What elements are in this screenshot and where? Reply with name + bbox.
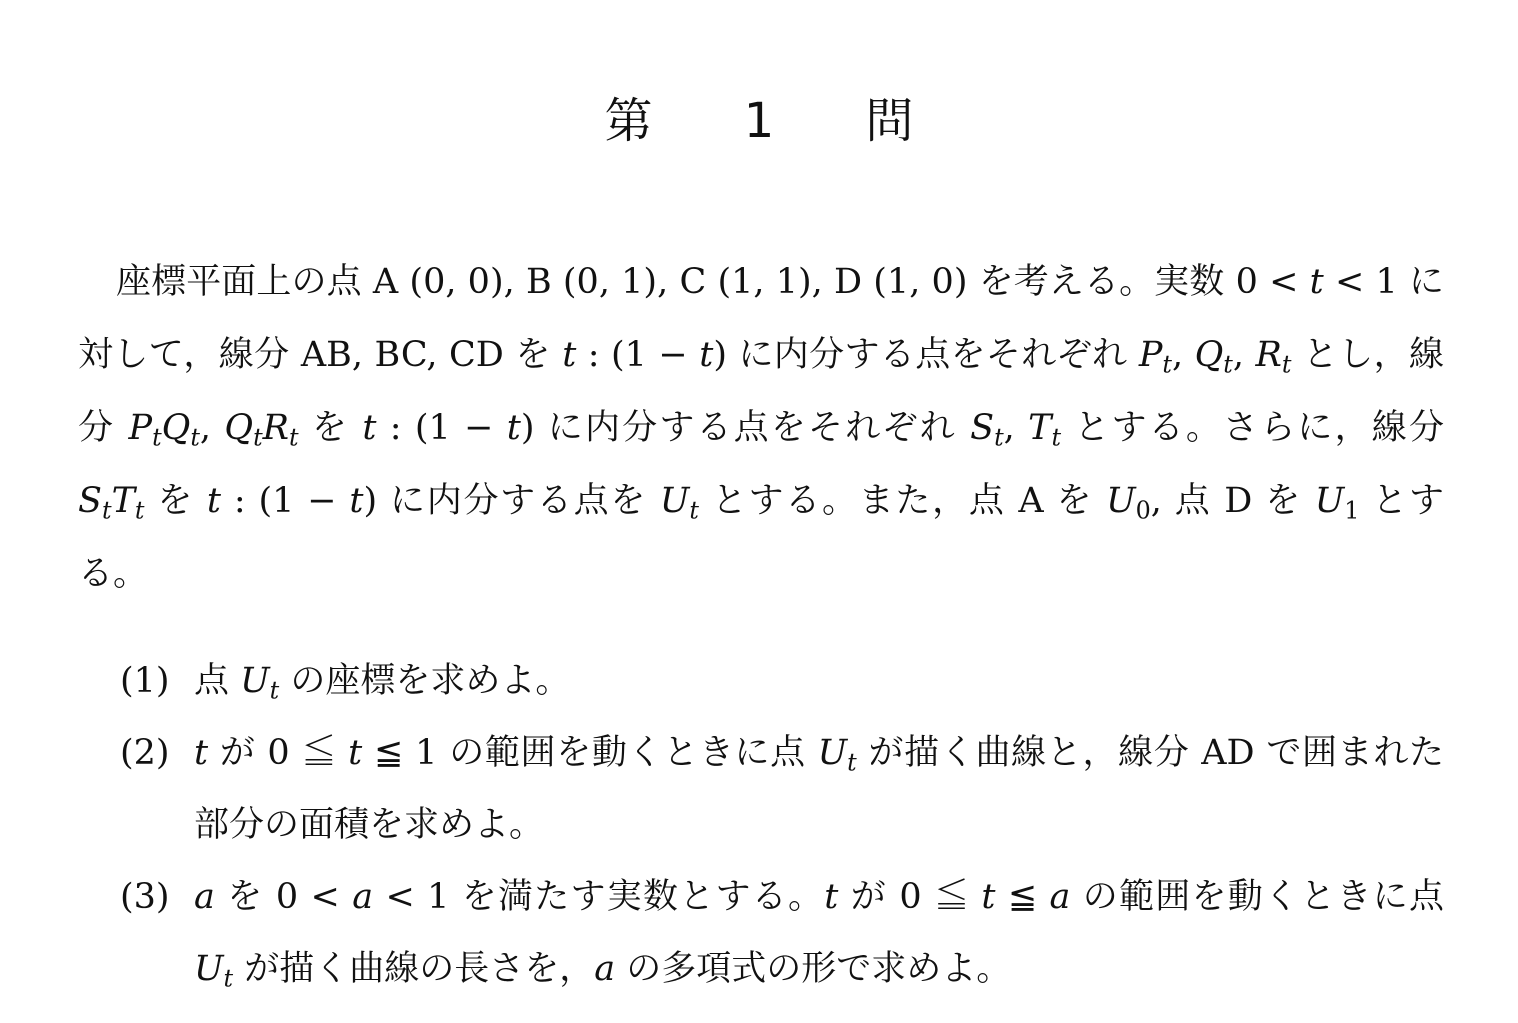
question-text: を 0 < (214, 877, 353, 917)
math-var: U (240, 661, 270, 701)
math-var: P (128, 408, 153, 448)
statement-text: , (199, 408, 225, 448)
math-var: Q (1194, 335, 1224, 375)
statement-text: とする。 (78, 481, 1444, 594)
math-subscript (847, 749, 857, 777)
math-var: t (689, 496, 699, 525)
math-subscript (152, 424, 162, 452)
math-var: R (262, 408, 289, 448)
title-char-mon: 問 (865, 93, 914, 149)
math-subscript: 0 (1135, 496, 1151, 525)
math-var: a (194, 877, 215, 917)
math-var: S (78, 481, 102, 521)
math-var: P (1138, 335, 1163, 375)
math-var: U (1314, 481, 1345, 521)
question-text: が描く曲線の長さを， (233, 949, 595, 989)
statement-text: : (1 − (221, 481, 350, 521)
question-text: が 0 ≦ (208, 733, 349, 773)
statement-text: とする。また，点 A を (698, 481, 1107, 521)
problem-title (0, 82, 1518, 151)
math-subscript: 1 (1344, 496, 1360, 525)
math-subscript (135, 497, 145, 525)
statement-text: 座標平面上の点 A (0, 0), B (0, 1), C (1, 1), D (1, 0) を考える。実数 0 < (116, 262, 1310, 302)
question-text: 点 (194, 661, 241, 701)
statement-text: < 1 に対して，線分 AB, BC, CD を (78, 262, 1444, 375)
math-subscript (1051, 424, 1061, 452)
statement-text: , (1003, 408, 1029, 448)
question-text: が描く曲線と，線分 AD で囲まれた部分の面積を求めよ。 (194, 733, 1445, 845)
math-var: t (194, 733, 209, 773)
statement-text: : (1 − (576, 335, 700, 375)
question-text: の座標を求めよ。 (279, 661, 571, 701)
math-subscript (689, 497, 699, 525)
math-subscript (994, 424, 1004, 452)
question-text: の範囲を動くときに点 (1070, 877, 1444, 917)
math-subscript (289, 424, 299, 452)
math-var: t (1309, 262, 1324, 302)
problem-statement (78, 246, 1444, 611)
statement-text: ) に内分する点を (363, 481, 660, 521)
question-text: の多項式の形で求めよ。 (615, 949, 1012, 989)
statement-text: ) に内分する点をそれぞれ (520, 408, 971, 448)
math-var: t (994, 423, 1004, 452)
math-var: t (981, 877, 996, 917)
statement-text: , (1232, 335, 1256, 375)
math-var: t (824, 877, 839, 917)
math-subscript (224, 965, 234, 993)
math-var: t (134, 496, 145, 525)
statement-text: , (1171, 335, 1195, 375)
math-var: t (190, 423, 200, 452)
math-var: U (817, 733, 848, 773)
math-var: T (1028, 408, 1052, 448)
statement-text: : (1 − (376, 408, 507, 448)
math-var: t (206, 481, 221, 521)
math-subscript (1162, 351, 1172, 379)
math-var: U (194, 949, 224, 989)
math-var: t (289, 423, 299, 452)
math-var: Q (224, 408, 254, 448)
math-var: t (253, 423, 263, 452)
math-subscript (102, 497, 112, 525)
math-var: Q (161, 408, 191, 448)
math-var: a (594, 949, 616, 989)
math-var: U (659, 481, 690, 521)
math-var: S (970, 408, 995, 448)
math-var: t (1051, 423, 1062, 452)
math-var: t (223, 964, 234, 993)
statement-text: ) に内分する点をそれぞれ (713, 335, 1139, 375)
math-var: t (349, 481, 364, 521)
sub-question-2 (120, 717, 1444, 861)
sub-question-1 (120, 645, 1444, 717)
math-var: t (348, 733, 363, 773)
math-var: t (269, 676, 280, 705)
statement-text: を (298, 408, 363, 448)
sub-question-3 (120, 861, 1444, 1005)
math-subscript (1223, 351, 1233, 379)
question-text: < 1 を満たす実数とする。 (373, 877, 825, 917)
sub-question-number: (3) (120, 877, 170, 917)
math-var: t (362, 408, 377, 448)
math-var: U (1106, 481, 1136, 521)
math-subscript (270, 677, 280, 705)
math-subscript (1282, 351, 1292, 379)
sub-question-number: (1) (120, 661, 170, 701)
math-var: t (101, 496, 112, 525)
statement-text: とする。さらに，線分 (1061, 408, 1444, 448)
question-text: ≦ 1 の範囲を動くときに点 (362, 733, 818, 773)
statement-text: を (144, 481, 207, 521)
math-var: t (152, 423, 162, 452)
math-var: t (506, 408, 521, 448)
math-var: T (111, 481, 135, 521)
math-var: t (699, 335, 714, 375)
question-text: が 0 ≦ (838, 877, 982, 917)
math-var: t (1162, 350, 1172, 379)
title-char-number: 1 (743, 93, 775, 149)
question-text: ≦ (995, 877, 1050, 917)
math-var: a (1049, 877, 1071, 917)
math-var: a (352, 877, 374, 917)
math-subscript (253, 424, 263, 452)
sub-question-number: (2) (120, 733, 170, 773)
math-subscript (190, 424, 200, 452)
statement-text: とし，線分 (78, 335, 1444, 448)
math-var: t (847, 748, 857, 777)
statement-text: , 点 D を (1150, 481, 1315, 521)
math-var: R (1255, 335, 1282, 375)
math-var: t (1223, 350, 1233, 379)
sub-question-list (120, 645, 1444, 1005)
math-var: t (562, 335, 577, 375)
math-var: t (1281, 350, 1292, 379)
title-char-dai: 第 (604, 93, 653, 149)
